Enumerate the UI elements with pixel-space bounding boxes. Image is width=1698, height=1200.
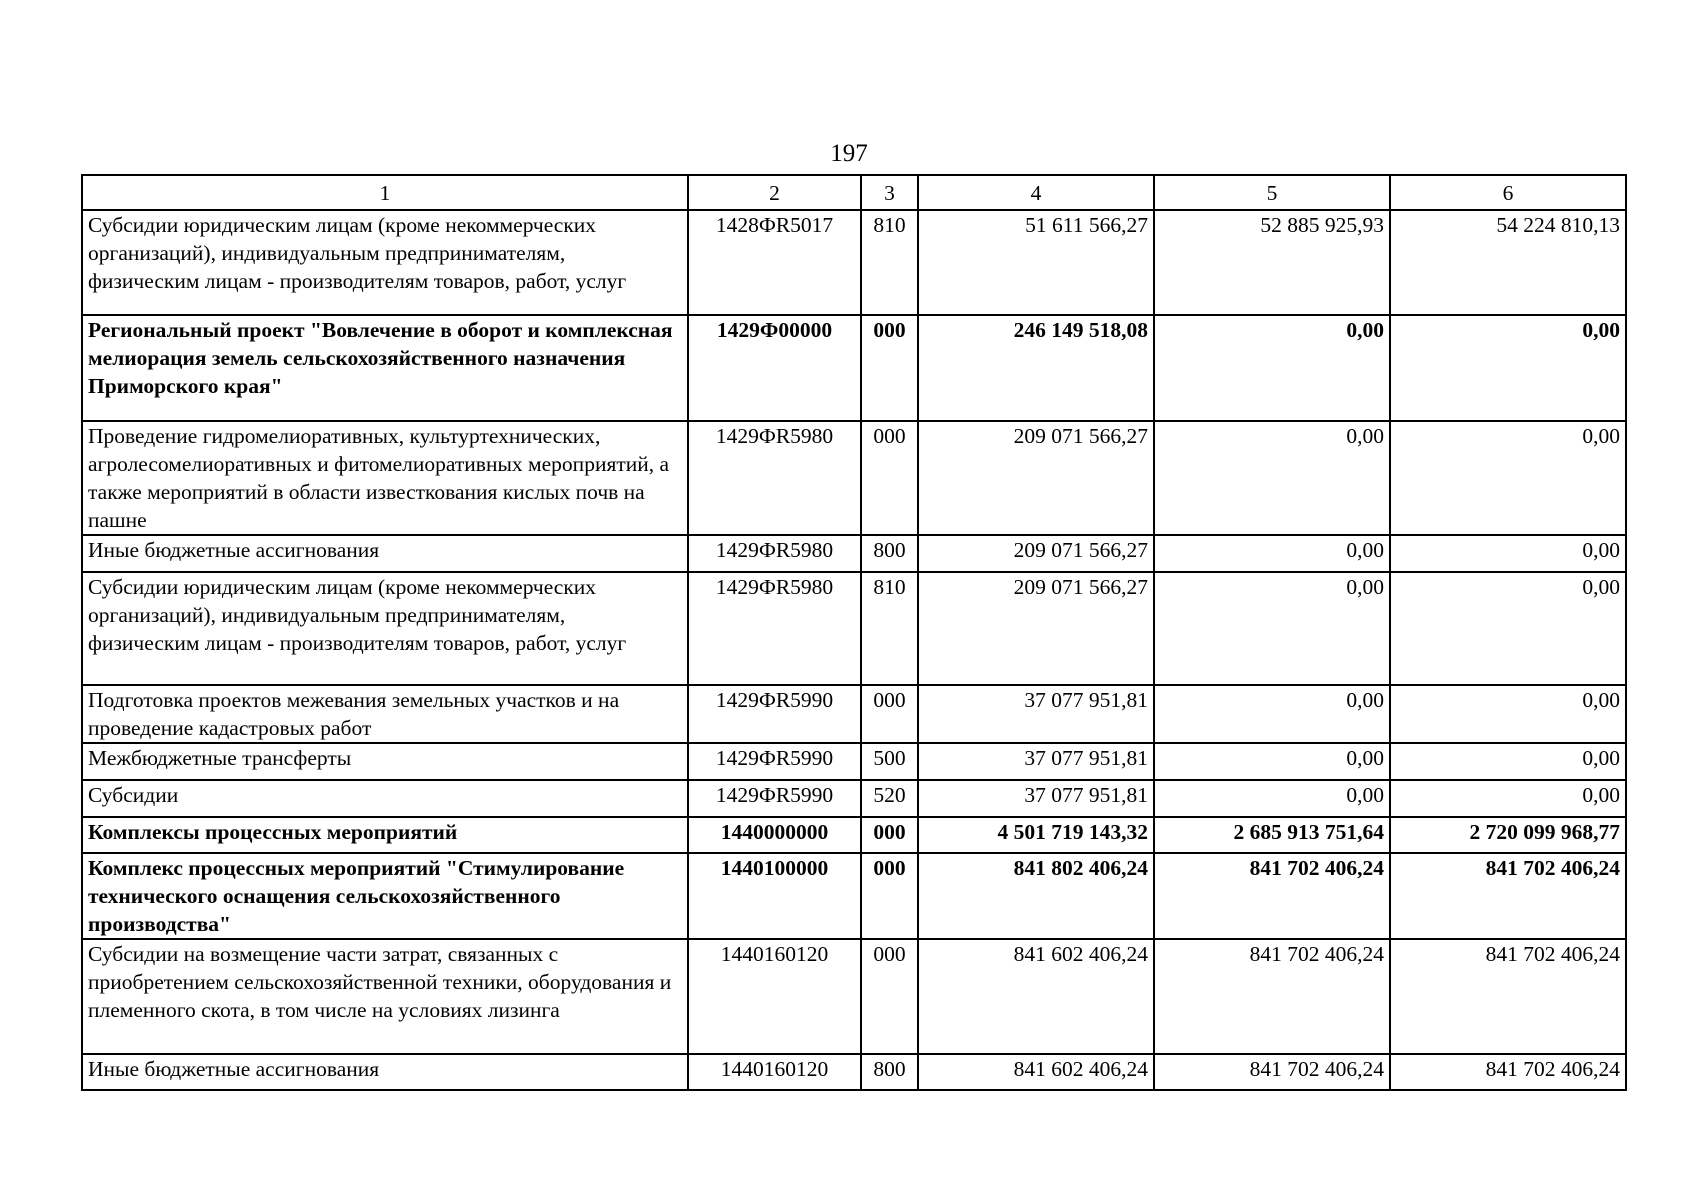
row-name: Комплексы процессных мероприятий xyxy=(82,817,688,853)
table-row xyxy=(82,572,1626,685)
row-amount-6: 0,00 xyxy=(1390,315,1626,421)
row-type: 000 xyxy=(861,939,918,1054)
row-amount-5: 841 702 406,24 xyxy=(1154,939,1390,1054)
row-amount-4: 209 071 566,27 xyxy=(918,421,1154,535)
row-amount-4: 37 077 951,81 xyxy=(918,780,1154,817)
row-name: Иные бюджетные ассигнования xyxy=(82,1054,688,1090)
row-name: Субсидии xyxy=(82,780,688,817)
row-amount-6: 0,00 xyxy=(1390,685,1626,743)
column-header: 1 xyxy=(82,175,688,210)
row-code: 1429ФR5990 xyxy=(688,780,861,817)
row-code: 1429Ф00000 xyxy=(688,315,861,421)
table-row xyxy=(82,685,1626,743)
row-amount-5: 0,00 xyxy=(1154,685,1390,743)
row-name: Субсидии юридическим лицам (кроме некоммерческих организаций), индивидуальным предпринимателям, физическим лицам - производителям товаров, работ, услуг xyxy=(82,210,688,315)
row-amount-4: 841 602 406,24 xyxy=(918,939,1154,1054)
row-type: 000 xyxy=(861,853,918,939)
row-code: 1429ФR5990 xyxy=(688,743,861,780)
row-amount-5: 2 685 913 751,64 xyxy=(1154,817,1390,853)
row-name: Иные бюджетные ассигнования xyxy=(82,535,688,572)
row-code: 1440160120 xyxy=(688,939,861,1054)
table-row xyxy=(82,817,1626,853)
table-row xyxy=(82,315,1626,421)
table-row xyxy=(82,853,1626,939)
row-type: 000 xyxy=(861,685,918,743)
row-amount-4: 209 071 566,27 xyxy=(918,572,1154,685)
row-amount-6: 2 720 099 968,77 xyxy=(1390,817,1626,853)
row-amount-6: 0,00 xyxy=(1390,780,1626,817)
row-name: Подготовка проектов межевания земельных участков и на проведение кадастровых работ xyxy=(82,685,688,743)
row-amount-5: 0,00 xyxy=(1154,743,1390,780)
table-row xyxy=(82,1054,1626,1090)
table-row xyxy=(82,780,1626,817)
row-amount-5: 52 885 925,93 xyxy=(1154,210,1390,315)
table-body xyxy=(82,210,1626,1090)
row-name: Межбюджетные трансферты xyxy=(82,743,688,780)
column-header: 2 xyxy=(688,175,861,210)
row-type: 500 xyxy=(861,743,918,780)
row-name: Проведение гидромелиоративных, культуртехнических, агролесомелиоративных и фитомелиоративных мероприятий, а также мероприятий в области известкования кислых почв на пашне xyxy=(82,421,688,535)
row-amount-6: 841 702 406,24 xyxy=(1390,1054,1626,1090)
row-type: 000 xyxy=(861,315,918,421)
row-amount-4: 37 077 951,81 xyxy=(918,685,1154,743)
row-amount-6: 841 702 406,24 xyxy=(1390,939,1626,1054)
row-amount-4: 51 611 566,27 xyxy=(918,210,1154,315)
table-row xyxy=(82,939,1626,1054)
row-amount-5: 0,00 xyxy=(1154,780,1390,817)
column-header: 6 xyxy=(1390,175,1626,210)
table-header xyxy=(82,175,1626,210)
budget-table xyxy=(81,174,1627,1091)
row-code: 1429ФR5980 xyxy=(688,421,861,535)
header-row xyxy=(82,175,1626,210)
row-code: 1429ФR5990 xyxy=(688,685,861,743)
row-amount-6: 54 224 810,13 xyxy=(1390,210,1626,315)
row-code: 1440100000 xyxy=(688,853,861,939)
row-amount-4: 246 149 518,08 xyxy=(918,315,1154,421)
row-amount-6: 0,00 xyxy=(1390,743,1626,780)
row-name: Субсидии на возмещение части затрат, связанных с приобретением сельскохозяйственной техники, оборудования и племенного скота, в том числе на условиях лизинга xyxy=(82,939,688,1054)
row-code: 1428ФR5017 xyxy=(688,210,861,315)
row-type: 800 xyxy=(861,535,918,572)
row-code: 1429ФR5980 xyxy=(688,572,861,685)
column-header: 5 xyxy=(1154,175,1390,210)
row-amount-4: 37 077 951,81 xyxy=(918,743,1154,780)
row-amount-6: 0,00 xyxy=(1390,535,1626,572)
row-amount-5: 841 702 406,24 xyxy=(1154,853,1390,939)
row-code: 1440000000 xyxy=(688,817,861,853)
row-code: 1440160120 xyxy=(688,1054,861,1090)
row-amount-5: 0,00 xyxy=(1154,421,1390,535)
table-row xyxy=(82,535,1626,572)
row-amount-4: 4 501 719 143,32 xyxy=(918,817,1154,853)
page-number: 197 xyxy=(830,140,868,167)
row-type: 810 xyxy=(861,210,918,315)
row-type: 520 xyxy=(861,780,918,817)
row-type: 800 xyxy=(861,1054,918,1090)
row-amount-4: 841 602 406,24 xyxy=(918,1054,1154,1090)
row-code: 1429ФR5980 xyxy=(688,535,861,572)
row-amount-6: 0,00 xyxy=(1390,572,1626,685)
table-row xyxy=(82,421,1626,535)
row-amount-5: 0,00 xyxy=(1154,315,1390,421)
row-amount-5: 0,00 xyxy=(1154,572,1390,685)
row-name: Комплекс процессных мероприятий "Стимулирование технического оснащения сельскохозяйственного производства" xyxy=(82,853,688,939)
row-amount-6: 0,00 xyxy=(1390,421,1626,535)
column-header: 4 xyxy=(918,175,1154,210)
row-amount-4: 209 071 566,27 xyxy=(918,535,1154,572)
table-row xyxy=(82,210,1626,315)
row-name: Региональный проект "Вовлечение в оборот и комплексная мелиорация земель сельскохозяйственного назначения Приморского края" xyxy=(82,315,688,421)
row-type: 000 xyxy=(861,817,918,853)
row-name: Субсидии юридическим лицам (кроме некоммерческих организаций), индивидуальным предпринимателям, физическим лицам - производителям товаров, работ, услуг xyxy=(82,572,688,685)
column-header: 3 xyxy=(861,175,918,210)
row-amount-5: 0,00 xyxy=(1154,535,1390,572)
row-type: 810 xyxy=(861,572,918,685)
row-amount-5: 841 702 406,24 xyxy=(1154,1054,1390,1090)
row-type: 000 xyxy=(861,421,918,535)
table-row xyxy=(82,743,1626,780)
row-amount-6: 841 702 406,24 xyxy=(1390,853,1626,939)
row-amount-4: 841 802 406,24 xyxy=(918,853,1154,939)
